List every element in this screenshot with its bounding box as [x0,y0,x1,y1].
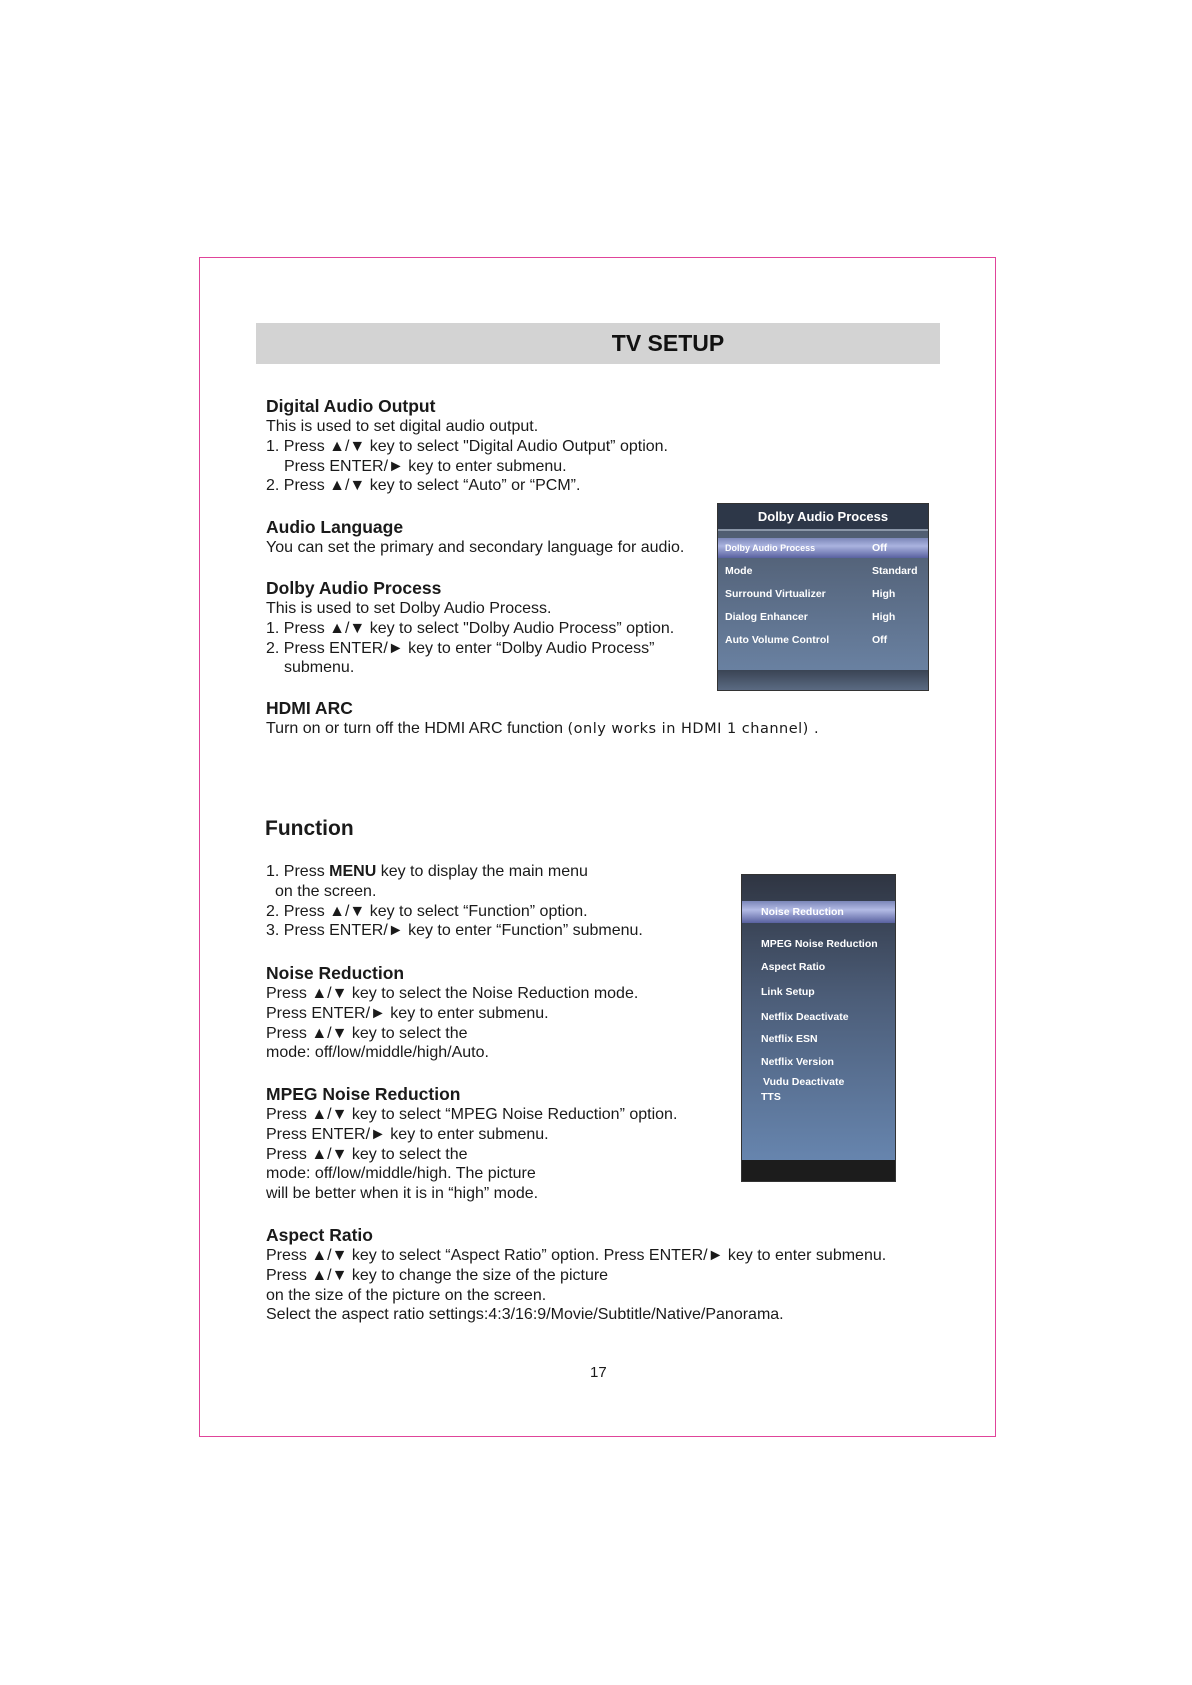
page-title-bar [256,323,940,364]
dolby-menu-row-value: Off [872,634,888,646]
function-menu-item[interactable]: Netflix ESN [761,1033,818,1045]
function-line1a: 1. Press [266,863,330,880]
mpeg-nr-heading: MPEG Noise Reduction [266,1084,461,1104]
noise-reduction-line1: Press ▲/▼ key to select the Noise Reduction mode. [266,985,639,1002]
mpeg-nr-line3: Press ▲/▼ key to select the [266,1145,468,1163]
function-line2: on the screen. [275,882,377,900]
dolby-menu-row-label: Dialog Enhancer [725,611,808,623]
dolby-menu-row-value: High [872,588,896,600]
function-menu-item[interactable]: Noise Reduction [761,906,844,918]
dolby-menu-row[interactable] [718,607,928,627]
noise-reduction-heading: Noise Reduction [266,963,405,983]
dolby-section [266,578,674,678]
dolby-menu-row[interactable] [718,538,928,558]
hdmi-arc-line1: Turn on or turn off the HDMI ARC function [266,720,564,737]
noise-reduction-line2: Press ENTER/► key to enter submenu. [266,1004,549,1022]
aspect-ratio-section [266,1225,886,1325]
function-line4: 3. Press ENTER/► key to enter “Function” submenu. [266,922,643,940]
function-menu-item[interactable]: Aspect Ratio [761,961,826,973]
dolby-menu-row-label: Mode [725,565,753,577]
hdmi-arc-heading: HDMI ARC [266,698,353,718]
function-menu-item[interactable]: Netflix Version [761,1056,834,1068]
aspect-ratio-line3: on the size of the picture on the screen. [266,1286,547,1304]
mpeg-nr-section [266,1084,677,1204]
hdmi-arc-section [266,698,819,740]
audio-language-heading: Audio Language [266,517,404,537]
dolby-menu-row-value: Standard [872,565,918,577]
function-menu-item[interactable]: MPEG Noise Reduction [761,938,878,950]
audio-language-line1: You can set the primary and secondary language for audio. [266,539,685,556]
dolby-menu-row-label: Surround Virtualizer [725,588,826,600]
dolby-menu-row-label: Dolby Audio Process [725,543,816,553]
dolby-heading: Dolby Audio Process [266,578,442,598]
function-line1c: key to display the main menu [376,863,588,880]
function-menu-item[interactable]: Link Setup [761,986,815,998]
digital-audio-line1: This is used to set digital audio output. [266,418,539,435]
aspect-ratio-line4: Select the aspect ratio settings:4:3/16:9/Movie/Subtitle/Native/Panorama. [266,1306,784,1324]
mpeg-nr-line5: will be better when it is in “high” mode. [266,1185,539,1203]
function-section [266,862,643,941]
dolby-menu-row-value: High [872,611,896,623]
function-line3: 2. Press ▲/▼ key to select “Function” option. [266,902,588,920]
page-number: 17 [590,1364,607,1381]
page-title: TV SETUP [611,330,725,356]
noise-reduction-line3: Press ▲/▼ key to select the [266,1024,468,1042]
mpeg-nr-line1: Press ▲/▼ key to select “MPEG Noise Reduction” option. [266,1106,678,1123]
dolby-menu-row-value: Off [872,542,888,554]
function-heading: Function [265,817,354,840]
aspect-ratio-line2: Press ▲/▼ key to change the size of the picture [266,1266,609,1284]
dolby-line1: This is used to set Dolby Audio Process. [266,600,552,617]
dolby-menu-footer [718,670,928,690]
dolby-menu-title: Dolby Audio Process [718,504,928,531]
digital-audio-heading: Digital Audio Output [266,396,436,416]
noise-reduction-section [266,963,638,1063]
dolby-menu-panel [717,503,929,691]
hdmi-arc-note: (only works in HDMI 1 channel) . [567,721,820,737]
aspect-ratio-heading: Aspect Ratio [266,1225,373,1245]
noise-reduction-line4: mode: off/low/middle/high/Auto. [266,1044,489,1062]
dolby-line2: 1. Press ▲/▼ key to select "Dolby Audio Process” option. [266,619,675,637]
dolby-menu-row[interactable] [718,584,928,604]
function-menu-item[interactable]: TTS [761,1091,781,1103]
function-menu-panel [741,874,896,1182]
function-menu-item[interactable]: Netflix Deactivate [761,1011,849,1023]
dolby-menu-row[interactable] [718,561,928,581]
function-line1 [266,862,643,882]
dolby-line4: submenu. [284,659,355,677]
aspect-ratio-line1: Press ▲/▼ key to select “Aspect Ratio” option. Press ENTER/► key to enter submenu. [266,1247,887,1264]
mpeg-nr-line4: mode: off/low/middle/high. The picture [266,1165,536,1183]
mpeg-nr-line2: Press ENTER/► key to enter submenu. [266,1125,549,1143]
dolby-menu-row-label: Auto Volume Control [725,634,830,646]
audio-language-section [266,517,684,558]
function-line1-menu: MENU [329,863,377,880]
digital-audio-line4: 2. Press ▲/▼ key to select “Auto” or “PCM”. [266,477,581,495]
digital-audio-line2: 1. Press ▲/▼ key to select "Digital Audio Output” option. [266,437,668,455]
function-menu-item[interactable]: Vudu Deactivate [763,1076,845,1088]
digital-audio-section [266,396,668,496]
dolby-menu-row[interactable] [718,630,928,650]
dolby-line3: 2. Press ENTER/► key to enter “Dolby Audio Process” [266,639,655,657]
function-menu-footer [742,1160,895,1181]
digital-audio-line3: Press ENTER/► key to enter submenu. [284,457,567,475]
hdmi-arc-line [266,719,819,740]
